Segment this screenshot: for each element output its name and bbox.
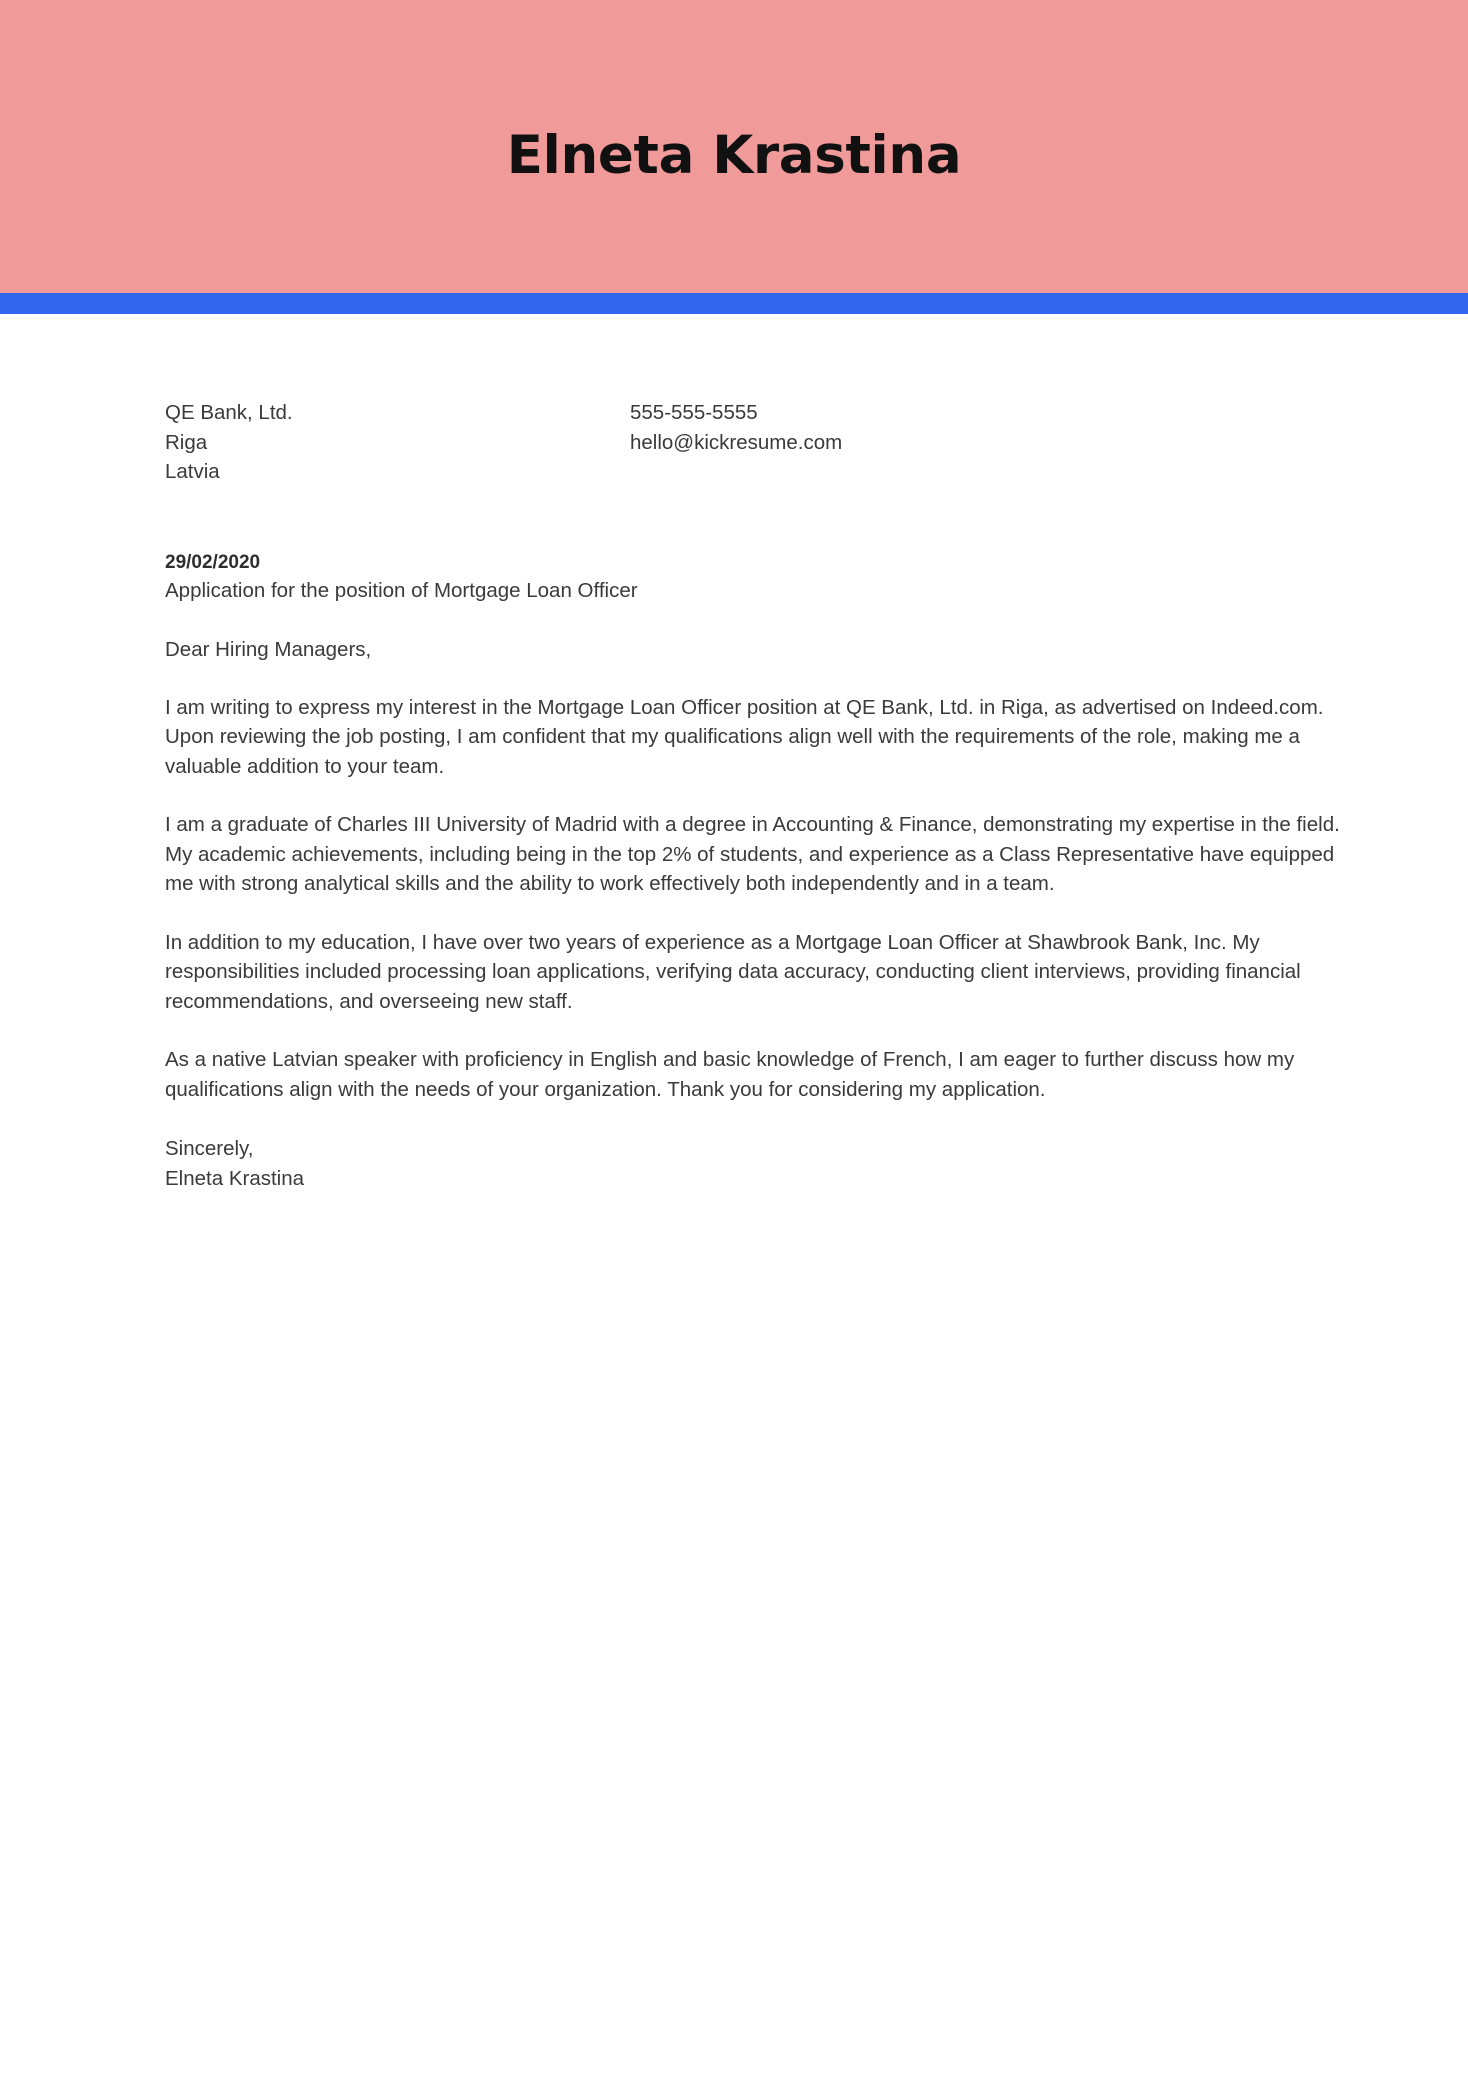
letter-paragraph: I am a graduate of Charles III University of Madrid with a degree in Accounting & Finance, demonstrating my expertise in the field. My academic achievements, including being in the top 2% of students, and experience as a Class Representative have equipped me with strong analytical skills and the ability to work effectively both independently and in a team. bbox=[165, 813, 1340, 895]
sender-email: hello@kickresume.com bbox=[630, 430, 843, 454]
contact-block bbox=[165, 398, 1361, 487]
letter-closing bbox=[165, 1134, 1361, 1193]
letter-valediction: Sincerely, bbox=[165, 1137, 254, 1160]
letter-paragraph: I am writing to express my interest in the Mortgage Loan Officer position at QE Bank, Ltd. in Riga, as advertised on Indeed.com. Upon reviewing the job posting, I am confident that my qualifications align well with the requirements of the role, making me a valuable addition to your team. bbox=[165, 695, 1324, 778]
recipient-company: QE Bank, Ltd. bbox=[165, 401, 293, 424]
letter-paragraphs bbox=[165, 693, 1361, 1105]
letter-signature: Elneta Krastina bbox=[165, 1166, 305, 1190]
letter-subject: Application for the position of Mortgage Loan Officer bbox=[165, 578, 638, 602]
sender-phone: 555-555-5555 bbox=[630, 401, 758, 424]
letter-date: 29/02/2020 bbox=[165, 551, 261, 573]
letter-paragraph: As a native Latvian speaker with proficiency in English and basic knowledge of French, I am eager to further discuss how my qualifications align with the needs of your organization. Thank you for considering my application. bbox=[165, 1048, 1295, 1101]
sender-contact bbox=[630, 398, 1130, 487]
page-title: Elneta Krastina bbox=[506, 125, 962, 186]
letter-body bbox=[165, 314, 1361, 1193]
recipient-country: Latvia bbox=[165, 460, 220, 483]
letter-salutation: Dear Hiring Managers, bbox=[165, 637, 372, 661]
accent-stripe bbox=[0, 293, 1468, 314]
recipient-address bbox=[165, 398, 630, 487]
letter-paragraph: In addition to my education, I have over two years of experience as a Mortgage Loan Officer at Shawbrook Bank, Inc. My responsibilities included processing loan applications, verifying data accuracy, conducting client interviews, providing financial recommendations, and overseeing new staff. bbox=[165, 930, 1301, 1013]
recipient-city: Riga bbox=[165, 430, 208, 454]
letter-meta bbox=[165, 550, 1361, 605]
header-band bbox=[0, 0, 1468, 293]
